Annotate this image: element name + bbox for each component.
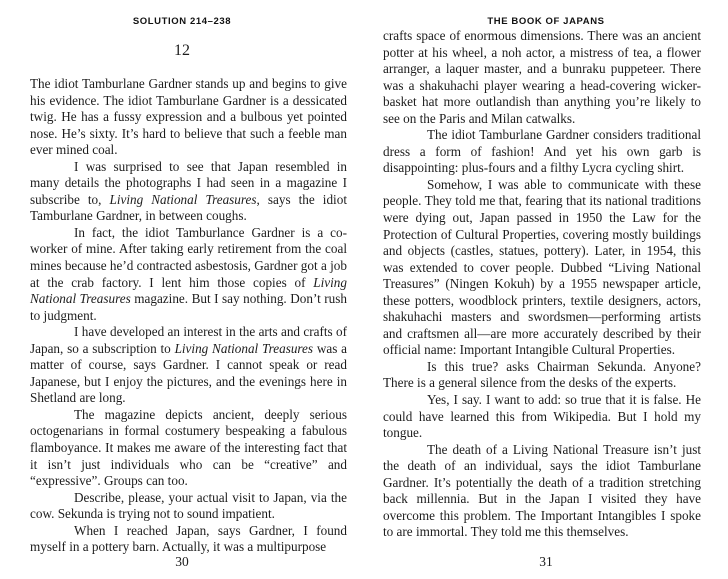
- page-number-right: 31: [539, 554, 553, 569]
- paragraph: [30, 523, 347, 556]
- chapter-number: 12: [174, 42, 190, 59]
- text-run: Describe, please, your actual visit to Japan, via the cow. Sekunda is trying not to sound impatient.: [30, 489, 347, 522]
- page-number-left: 30: [175, 554, 189, 569]
- paragraph: [30, 490, 347, 523]
- text-run: I was surprised to see that Japan resembled in many details the photographs I had seen in a magazine I subscribe to,: [30, 158, 347, 207]
- text-run: The death of a Living National Treasure isn’t just the death of an individual, says the idiot Tamburlane Gardner. It’s potentially the death of a tradition stretching back millennia. But in the Japan I visited they have overcome this problem. The Important Intangibles I spoke to are immortal. They told me this themselves.: [383, 441, 701, 540]
- page-left-body: [30, 76, 347, 556]
- text-run: The idiot Tamburlane Gardner stands up and begins to give his evidence. The idiot Tamburlane Gardner is a dessicated twig. He has a fussy expression and a bulbous yet pointed nose. He’s sixty. It’s hard to believe that such a feeble man ever mined coal.: [30, 76, 347, 158]
- text-run: magazine. But I say nothing. Don’t rush to judgment.: [30, 291, 347, 323]
- paragraph: [383, 28, 701, 127]
- text-run: In fact, the idiot Tamburlance Gardner is a co-worker of mine. After taking early retirement from the coal mines because he’d contracted asbestosis, Gardner got a job at the crab factory. I lent him those copies of: [30, 224, 347, 290]
- paragraph: [30, 407, 347, 490]
- text-run: Yes, I say. I want to add: so true that it is false. He could have learned this from Wikipedia. But I hold my tongue.: [383, 392, 701, 441]
- running-head-left: SOLUTION 214–238: [132, 16, 232, 27]
- paragraph: [30, 225, 347, 324]
- text-run: The idiot Tamburlane Gardner considers traditional dress a form of fashion! And yet his own garb is disappointing: plus-fours and a filthy Lycra cycling shirt.: [383, 127, 701, 176]
- paragraph: [30, 159, 347, 225]
- paragraph: [383, 392, 701, 442]
- page-right-body: [383, 28, 701, 541]
- text-run: Is this true? asks Chairman Sekunda. Anyone? There is a general silence from the desks of the experts.: [383, 358, 701, 391]
- text-run: , says the idiot Tamburlane Gardner, in between coughs.: [30, 191, 347, 224]
- text-run: crafts space of enormous dimensions. There was an ancient potter at his wheel, a noh actor, a mistress of tea, a flower arranger, a laquer master, and a bunraku puppeteer. There was a shakuhachi player wearing a head-covering wicker-basket hat more outlandish than anything you’re likely to see on the Paris and Milan catwalks.: [383, 28, 701, 126]
- paragraph: [383, 442, 701, 541]
- italic-title-run: Living National Treasures: [109, 191, 257, 207]
- text-run: Somehow, I was able to communicate with these people. They told me that, fearing that its national traditions were dying out, Japan passed in 1950 the Law for the Protection of Cultural Properties, covering mostly buildings and objects (castles, statues, pottery). Later, in 1954, this was extended to cover people. Dubbed “Living National Treasures” (Ningen Kokuh) by a 1955 newspaper article, these potters, woodblock printers, textile designers, actors, shakuhachi masters and swordsmen—performing artists and craftsmen all—are more accurately described by their official name: Important Intangible Cultural Properties.: [383, 176, 701, 358]
- paragraph: [383, 177, 701, 359]
- running-head-right: THE BOOK OF JAPANS: [487, 16, 605, 27]
- paragraph: [383, 127, 701, 177]
- text-run: When I reached Japan, says Gardner, I found myself in a pottery barn. Actually, it was a multipurpose: [30, 522, 347, 555]
- paragraph: [30, 324, 347, 407]
- paragraph: [30, 76, 347, 159]
- text-run: I have developed an interest in the arts and crafts of Japan, so a subscription to: [30, 324, 347, 356]
- text-run: was a matter of course, says Gardner. I cannot speak or read Japanese, but I enjoy the pictures, and the evenings here in Shetland are long.: [30, 340, 347, 406]
- italic-title-run: Living National Treasures: [174, 340, 314, 356]
- text-run: The magazine depicts ancient, deeply serious octogenarians in formal costumery bespeaking a fabulous flamboyance. It makes me aware of the interesting fact that it isn’t just individuals who can be “creative” and “expressive”. Groups can too.: [30, 406, 347, 489]
- italic-title-run: Living National Treasures: [30, 274, 347, 307]
- page-right: [364, 0, 728, 579]
- paragraph: [383, 359, 701, 392]
